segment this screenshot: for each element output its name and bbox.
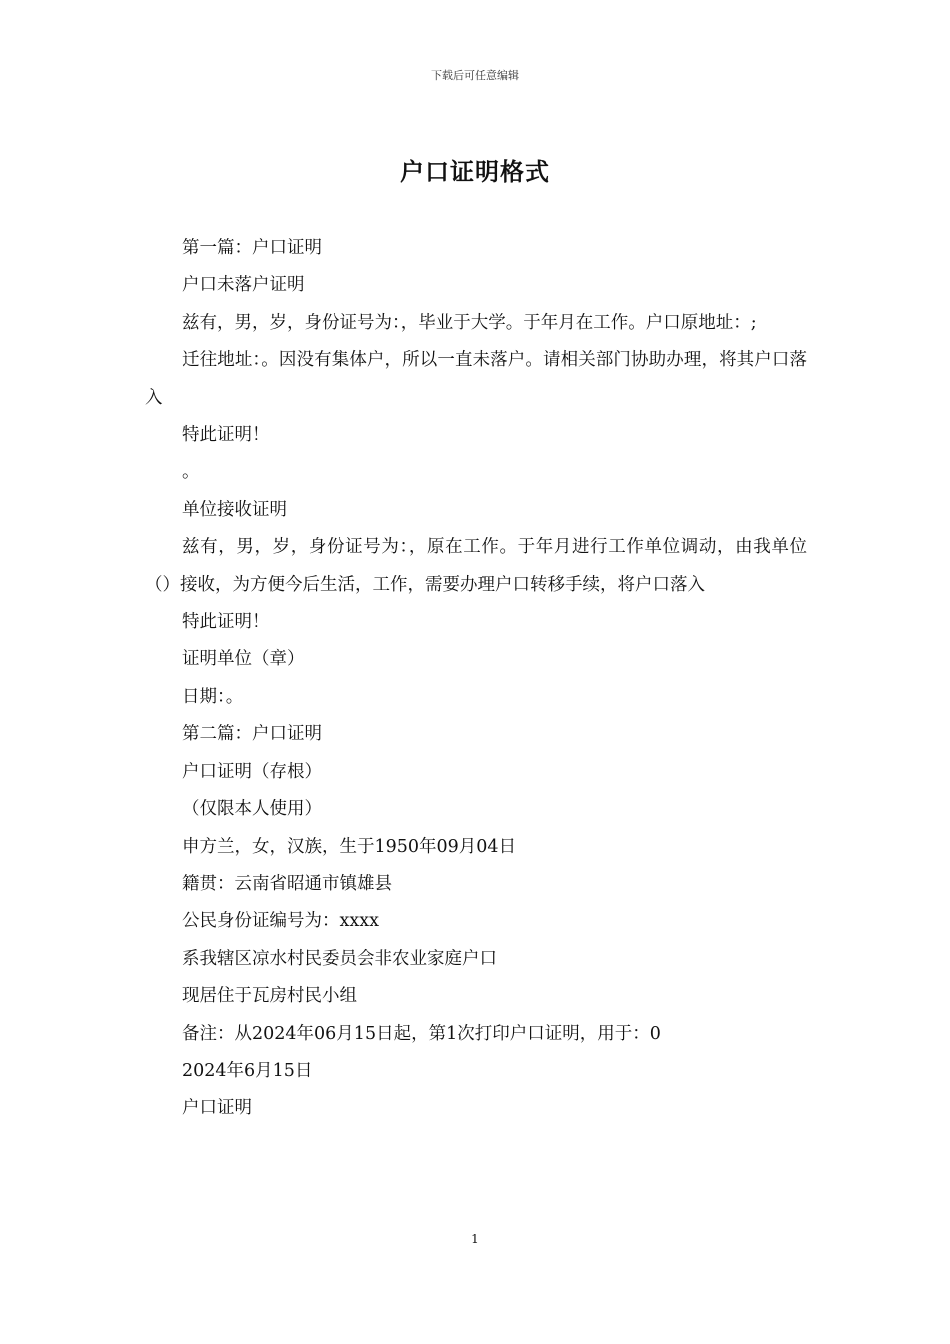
paragraph-hereby-certify-2: 特此证明！ xyxy=(182,612,270,633)
paragraph-personal-use: （仅限本人使用） xyxy=(182,799,322,820)
paragraph-person-info: 申方兰，女，汉族，生于1950年09月04日 xyxy=(182,836,517,857)
paragraph-date: 日期：。 xyxy=(182,686,244,707)
paragraph-move-address: 迁往地址：。因没有集体户，所以一直未落户。请相关部门协助办理，将其户口落入 xyxy=(145,350,807,408)
paragraph-residence: 现居住于瓦房村民小组 xyxy=(182,986,357,1007)
document-body xyxy=(145,230,807,1128)
paragraph-final-heading: 户口证明 xyxy=(182,1098,252,1119)
paragraph-unsettled-body: 兹有，男，岁，身份证号为：，毕业于大学。于年月在工作。户口原地址：; xyxy=(182,312,757,333)
paragraph-unit-receipt-title: 单位接收证明 xyxy=(182,499,287,520)
paragraph-native-place: 籍贯：云南省昭通市镇雄县 xyxy=(182,873,392,894)
section-heading-1: 第一篇：户口证明 xyxy=(182,238,322,258)
paragraph-remarks: 备注：从2024年06月15日起，第1次打印户口证明，用于：0 xyxy=(182,1023,661,1044)
document-title: 户口证明格式 xyxy=(400,157,550,186)
paragraph-stub-title: 户口证明（存根） xyxy=(182,761,322,782)
section-heading-2: 第二篇：户口证明 xyxy=(182,724,322,745)
paragraph-household-type: 系我辖区凉水村民委员会非农业家庭户口 xyxy=(182,948,497,969)
page-number: 1 xyxy=(471,1232,479,1246)
paragraph-issue-date: 2024年6月15日 xyxy=(182,1060,313,1081)
paragraph-period: 。 xyxy=(182,462,200,483)
paragraph-unsettled-title: 户口未落户证明 xyxy=(182,275,305,296)
paragraph-hereby-certify-1: 特此证明！ xyxy=(182,425,270,446)
paragraph-certifying-unit: 证明单位（章） xyxy=(182,649,305,670)
paragraph-id-number: 公民身份证编号为：xxxx xyxy=(182,911,379,932)
paragraph-unit-receipt-body: 兹有，男，岁，身份证号为：，原在工作。于年月进行工作单位调动，由我单位（）接收，为方便今后生活，工作，需要办理户口转移手续，将户口落入 xyxy=(145,537,807,595)
header-note: 下载后可任意编辑 xyxy=(431,69,519,82)
